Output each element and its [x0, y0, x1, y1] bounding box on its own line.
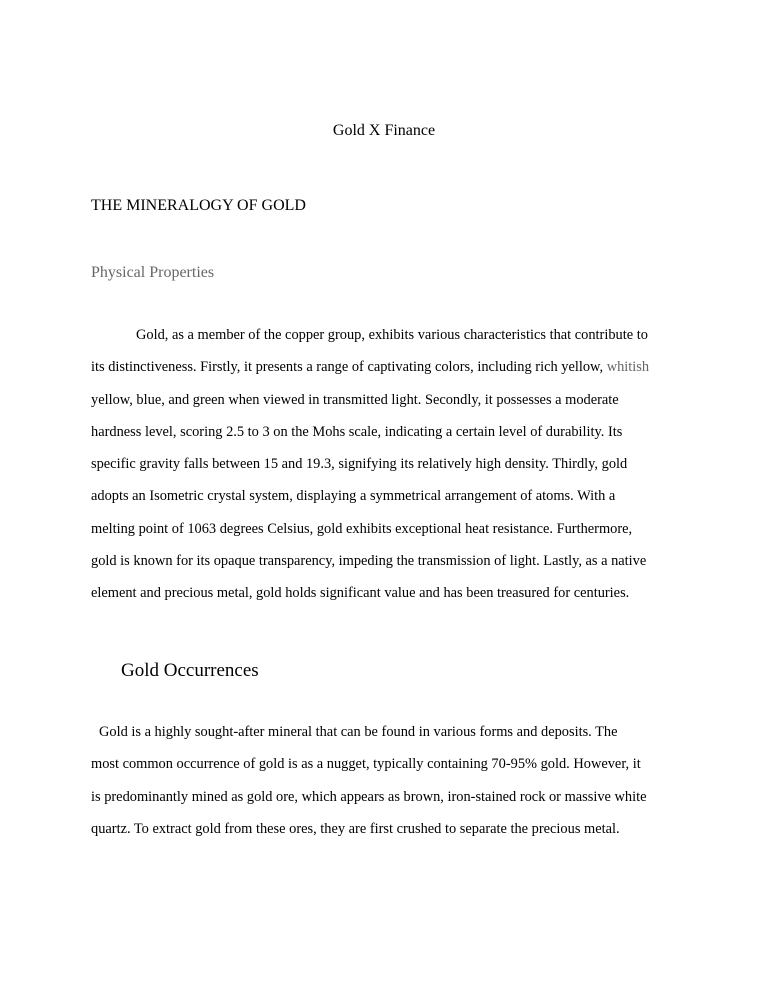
paragraph-line — [91, 351, 691, 383]
paragraph-line: is predominantly mined as gold ore, which appears as brown, iron-stained rock or massive white — [91, 788, 647, 805]
highlighted-word: whitish — [606, 359, 650, 376]
paragraph-line: adopts an Isometric crystal system, displaying a symmetrical arrangement of atoms. With a — [91, 488, 616, 505]
paragraph-line: Gold is a highly sought-after mineral that can be found in various forms and deposits. The — [99, 724, 618, 740]
paragraph-line: Gold, as a member of the copper group, exhibits various characteristics that contribute to — [136, 327, 648, 343]
paragraph-line: hardness level, scoring 2.5 to 3 on the Mohs scale, indicating a certain level of durability. Its — [91, 423, 623, 440]
physical-properties-paragraph — [91, 319, 691, 610]
paragraph-line: yellow, blue, and green when viewed in transmitted light. Secondly, it possesses a moderate — [91, 391, 619, 408]
document-title: Gold X Finance — [332, 122, 436, 139]
gold-occurrences-paragraph — [91, 716, 691, 845]
paragraph-text: its distinctiveness. Firstly, it presents a range of captivating colors, including rich yellow, — [91, 359, 607, 376]
paragraph-line: element and precious metal, gold holds significant value and has been treasured for centuries. — [91, 585, 630, 602]
physical-properties-heading: Physical Properties — [91, 264, 215, 281]
paragraph-line: most common occurrence of gold is as a nugget, typically containing 70-95% gold. However, it — [91, 756, 641, 773]
gold-occurrences-heading: Gold Occurrences — [121, 660, 259, 681]
paragraph-line: gold is known for its opaque transparency, impeding the transmission of light. Lastly, as a native — [91, 553, 647, 570]
section-heading: THE MINERALOGY OF GOLD — [91, 197, 306, 214]
paragraph-line: quartz. To extract gold from these ores, they are first crushed to separate the precious metal. — [91, 820, 620, 837]
paragraph-line: specific gravity falls between 15 and 19.3, signifying its relatively high density. Thirdly, gold — [91, 456, 628, 473]
paragraph-line: melting point of 1063 degrees Celsius, gold exhibits exceptional heat resistance. Furthermore, — [91, 520, 633, 537]
